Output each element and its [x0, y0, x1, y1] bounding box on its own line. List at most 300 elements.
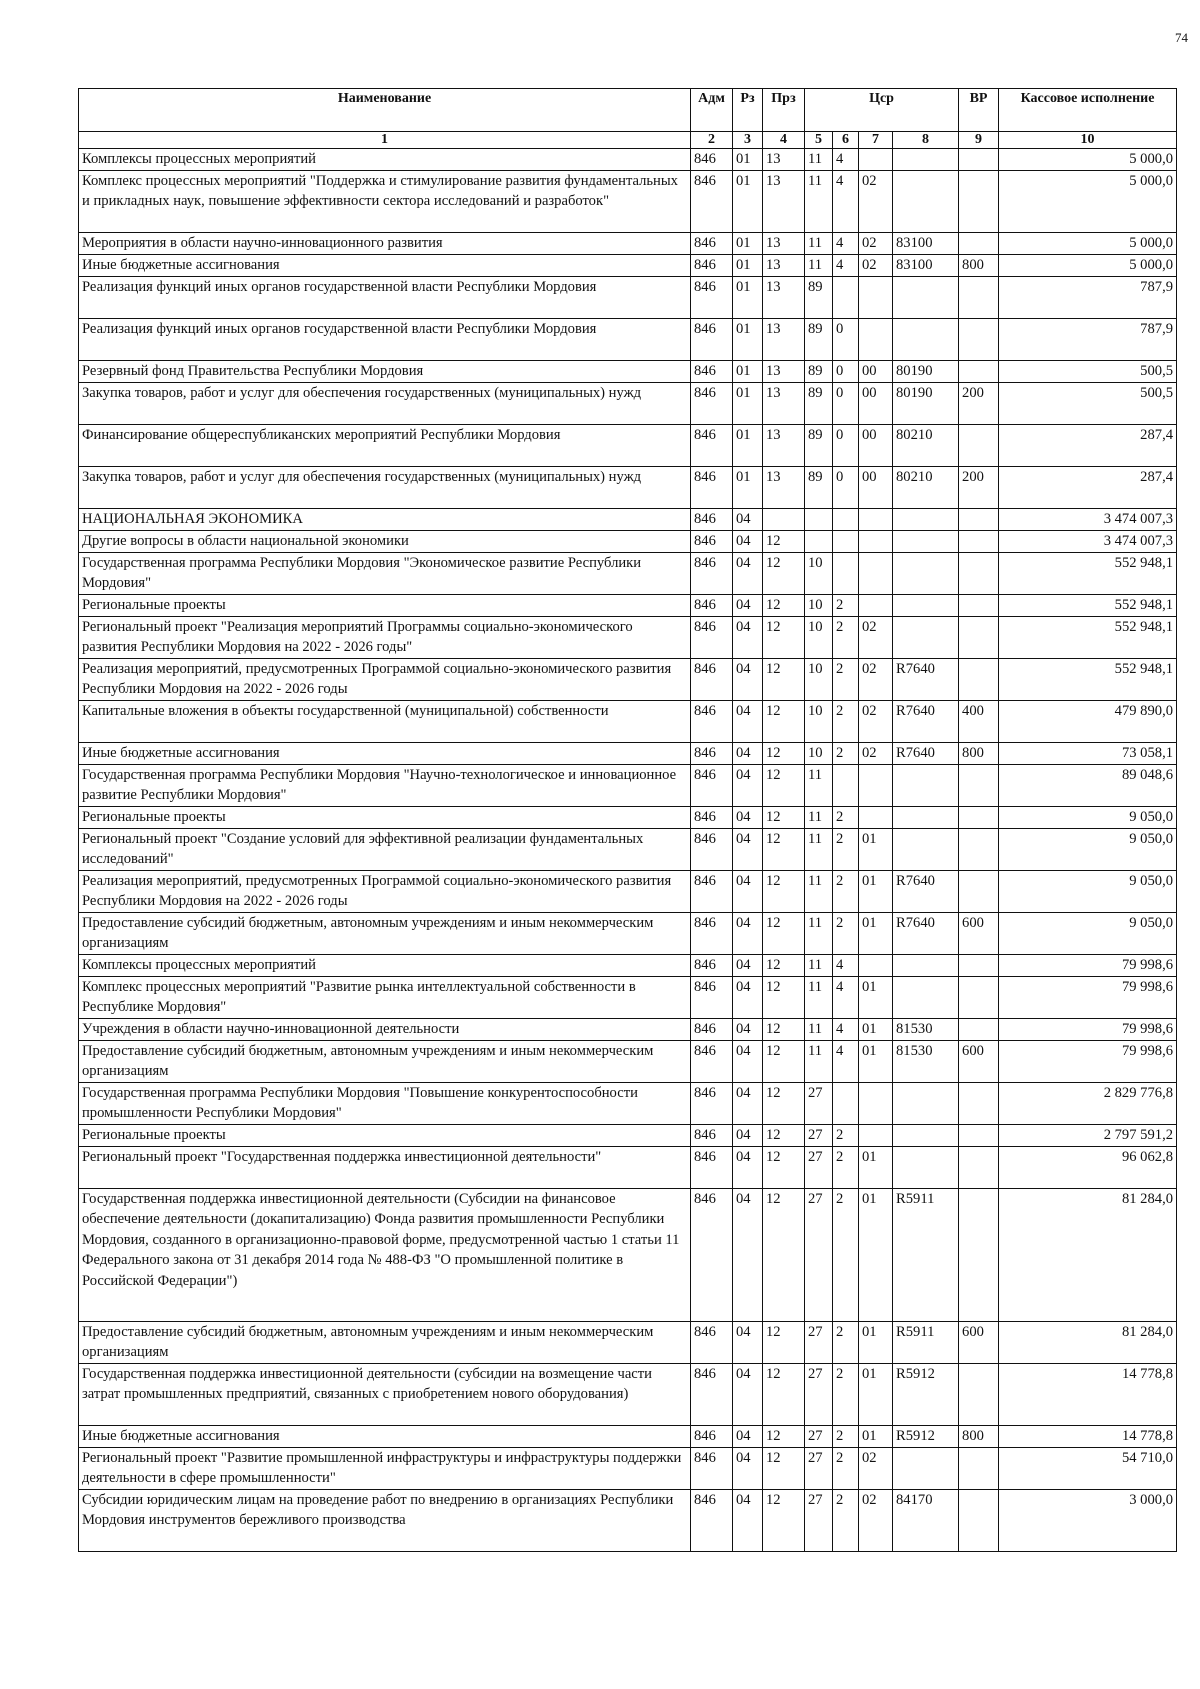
cell-c5: 89: [805, 467, 833, 509]
cell-rz: 04: [733, 1448, 763, 1490]
cell-adm: 846: [691, 1083, 733, 1125]
cell-adm: 846: [691, 617, 733, 659]
cell-rz: 04: [733, 765, 763, 807]
cell-exec: 14 778,8: [999, 1426, 1177, 1448]
cell-adm: 846: [691, 913, 733, 955]
cell-name: Региональный проект "Создание условий для эффективной реализации фундаментальных исследований": [79, 829, 691, 871]
cell-c6: 2: [833, 807, 859, 829]
cell-prz: 13: [763, 171, 805, 233]
cell-c7: 01: [859, 1147, 893, 1189]
cell-name: Комплексы процессных мероприятий: [79, 149, 691, 171]
cell-name: Региональные проекты: [79, 807, 691, 829]
cell-rz: 04: [733, 659, 763, 701]
cell-c8: [893, 1147, 959, 1189]
cell-c7: [859, 531, 893, 553]
cell-vr: [959, 807, 999, 829]
cell-c5: 27: [805, 1448, 833, 1490]
cell-c7: 00: [859, 383, 893, 425]
cell-c8: [893, 617, 959, 659]
cell-name: Закупка товаров, работ и услуг для обеспечения государственных (муниципальных) нужд: [79, 467, 691, 509]
cell-rz: 04: [733, 871, 763, 913]
cell-c8: [893, 553, 959, 595]
cell-c7: 02: [859, 233, 893, 255]
cell-c8: 80190: [893, 383, 959, 425]
cell-c7: 00: [859, 467, 893, 509]
table-row: [79, 509, 1177, 531]
cell-c6: 2: [833, 1426, 859, 1448]
cell-exec: 54 710,0: [999, 1448, 1177, 1490]
cell-rz: 01: [733, 277, 763, 319]
cell-c7: 02: [859, 255, 893, 277]
cell-prz: 12: [763, 1426, 805, 1448]
cell-adm: 846: [691, 1490, 733, 1552]
cell-name: Мероприятия в области научно-инновационного развития: [79, 233, 691, 255]
cell-c6: 4: [833, 149, 859, 171]
cell-exec: 479 890,0: [999, 701, 1177, 743]
cell-adm: 846: [691, 277, 733, 319]
cell-c5: 11: [805, 233, 833, 255]
cell-prz: 12: [763, 1147, 805, 1189]
budget-execution-table: [78, 88, 1177, 1552]
cell-c6: 4: [833, 255, 859, 277]
cell-adm: 846: [691, 233, 733, 255]
cell-c6: 4: [833, 1019, 859, 1041]
cell-c6: 2: [833, 659, 859, 701]
cell-prz: 12: [763, 1448, 805, 1490]
cell-adm: 846: [691, 467, 733, 509]
cell-adm: 846: [691, 255, 733, 277]
cell-c5: 11: [805, 977, 833, 1019]
cell-name: Комплекс процессных мероприятий "Поддержка и стимулирование развития фундаментальных и прикладных наук, повышение эффективности сектора исследований и разработок": [79, 171, 691, 233]
cell-c8: R7640: [893, 871, 959, 913]
cell-c8: [893, 595, 959, 617]
table-row: [79, 233, 1177, 255]
cell-c5: 10: [805, 553, 833, 595]
cell-c7: [859, 553, 893, 595]
cell-vr: [959, 829, 999, 871]
cell-c6: 2: [833, 1448, 859, 1490]
table-row: [79, 1083, 1177, 1125]
cell-c5: 11: [805, 255, 833, 277]
cell-prz: 12: [763, 1189, 805, 1322]
cell-vr: [959, 277, 999, 319]
header-rz: Рз: [733, 89, 763, 132]
cell-c7: 01: [859, 1019, 893, 1041]
cell-vr: 800: [959, 743, 999, 765]
cell-vr: [959, 617, 999, 659]
cell-rz: 04: [733, 617, 763, 659]
cell-rz: 04: [733, 1490, 763, 1552]
cell-c7: 02: [859, 1490, 893, 1552]
cell-c6: 2: [833, 595, 859, 617]
cell-exec: 9 050,0: [999, 807, 1177, 829]
table-row: [79, 1147, 1177, 1189]
cell-c5: 27: [805, 1364, 833, 1426]
table-row: [79, 171, 1177, 233]
table-row: [79, 383, 1177, 425]
cell-c7: 02: [859, 659, 893, 701]
cell-exec: 3 000,0: [999, 1490, 1177, 1552]
cell-prz: 13: [763, 255, 805, 277]
cell-c8: 80190: [893, 361, 959, 383]
cell-adm: 846: [691, 955, 733, 977]
cell-c5: 10: [805, 595, 833, 617]
column-number: 7: [859, 132, 893, 149]
cell-vr: 600: [959, 1041, 999, 1083]
cell-c5: [805, 531, 833, 553]
cell-exec: 552 948,1: [999, 617, 1177, 659]
cell-exec: 2 829 776,8: [999, 1083, 1177, 1125]
column-number: 8: [893, 132, 959, 149]
cell-rz: 04: [733, 1041, 763, 1083]
header-adm: Адм: [691, 89, 733, 132]
column-number: 10: [999, 132, 1177, 149]
cell-name: Государственная поддержка инвестиционной деятельности (субсидии на возмещение части затрат промышленных предприятий, связанных с приобретением нового оборудования): [79, 1364, 691, 1426]
cell-exec: 79 998,6: [999, 977, 1177, 1019]
cell-c8: R5911: [893, 1189, 959, 1322]
cell-name: Государственная программа Республики Мордовия "Экономическое развитие Республики Мордовия": [79, 553, 691, 595]
cell-rz: 04: [733, 1364, 763, 1426]
cell-c8: 83100: [893, 233, 959, 255]
cell-c5: 11: [805, 171, 833, 233]
cell-c7: [859, 319, 893, 361]
column-number: 1: [79, 132, 691, 149]
cell-exec: 5 000,0: [999, 149, 1177, 171]
table-row: [79, 977, 1177, 1019]
cell-exec: 81 284,0: [999, 1189, 1177, 1322]
cell-c7: 02: [859, 1448, 893, 1490]
cell-exec: 9 050,0: [999, 871, 1177, 913]
cell-c6: 2: [833, 1125, 859, 1147]
cell-rz: 04: [733, 955, 763, 977]
header-exec: Кассовое исполнение: [999, 89, 1177, 132]
cell-vr: [959, 871, 999, 913]
cell-c7: 01: [859, 1189, 893, 1322]
cell-exec: 79 998,6: [999, 955, 1177, 977]
cell-rz: 04: [733, 1147, 763, 1189]
cell-c5: 11: [805, 871, 833, 913]
cell-c6: 0: [833, 383, 859, 425]
cell-c8: 80210: [893, 425, 959, 467]
cell-c5: 27: [805, 1322, 833, 1364]
cell-c6: 2: [833, 871, 859, 913]
cell-vr: [959, 531, 999, 553]
cell-prz: [763, 509, 805, 531]
cell-c7: 01: [859, 871, 893, 913]
cell-adm: 846: [691, 743, 733, 765]
cell-c6: 4: [833, 977, 859, 1019]
cell-adm: 846: [691, 553, 733, 595]
cell-c5: 11: [805, 829, 833, 871]
cell-c6: 2: [833, 743, 859, 765]
cell-name: Финансирование общереспубликанских мероприятий Республики Мордовия: [79, 425, 691, 467]
cell-prz: 12: [763, 1019, 805, 1041]
cell-prz: 12: [763, 1490, 805, 1552]
cell-prz: 12: [763, 913, 805, 955]
cell-exec: 5 000,0: [999, 233, 1177, 255]
cell-prz: 12: [763, 531, 805, 553]
table-row: [79, 743, 1177, 765]
table-row: [79, 701, 1177, 743]
cell-vr: 200: [959, 383, 999, 425]
header-csr: Цср: [805, 89, 959, 132]
cell-c7: 01: [859, 1322, 893, 1364]
cell-c6: [833, 509, 859, 531]
cell-c5: 27: [805, 1125, 833, 1147]
cell-prz: 12: [763, 1322, 805, 1364]
cell-c5: 11: [805, 913, 833, 955]
cell-adm: 846: [691, 765, 733, 807]
table-row: [79, 595, 1177, 617]
cell-c6: [833, 531, 859, 553]
cell-rz: 04: [733, 1083, 763, 1125]
cell-name: Иные бюджетные ассигнования: [79, 743, 691, 765]
table-row: [79, 361, 1177, 383]
cell-c7: 02: [859, 617, 893, 659]
cell-vr: 800: [959, 1426, 999, 1448]
cell-c8: 84170: [893, 1490, 959, 1552]
cell-exec: 81 284,0: [999, 1322, 1177, 1364]
cell-c6: 2: [833, 617, 859, 659]
cell-c5: 10: [805, 659, 833, 701]
cell-prz: 12: [763, 977, 805, 1019]
cell-adm: 846: [691, 531, 733, 553]
cell-adm: 846: [691, 149, 733, 171]
cell-c5: 27: [805, 1189, 833, 1322]
cell-c6: 4: [833, 171, 859, 233]
cell-c7: 01: [859, 913, 893, 955]
cell-exec: 287,4: [999, 467, 1177, 509]
cell-c8: R7640: [893, 701, 959, 743]
cell-prz: 12: [763, 1083, 805, 1125]
cell-exec: 787,9: [999, 319, 1177, 361]
cell-vr: 200: [959, 467, 999, 509]
cell-vr: [959, 1019, 999, 1041]
cell-name: Предоставление субсидий бюджетным, автономным учреждениям и иным некоммерческим организациям: [79, 1041, 691, 1083]
cell-c5: 27: [805, 1426, 833, 1448]
cell-c8: [893, 1448, 959, 1490]
column-number: 6: [833, 132, 859, 149]
cell-c8: [893, 509, 959, 531]
cell-c6: 2: [833, 829, 859, 871]
cell-c8: [893, 277, 959, 319]
cell-c8: R5911: [893, 1322, 959, 1364]
cell-c6: [833, 765, 859, 807]
cell-prz: 12: [763, 807, 805, 829]
cell-vr: [959, 149, 999, 171]
cell-vr: [959, 1189, 999, 1322]
cell-rz: 04: [733, 1019, 763, 1041]
cell-c8: 81530: [893, 1019, 959, 1041]
cell-name: НАЦИОНАЛЬНАЯ ЭКОНОМИКА: [79, 509, 691, 531]
cell-c5: 11: [805, 1041, 833, 1083]
cell-exec: 787,9: [999, 277, 1177, 319]
cell-adm: 846: [691, 425, 733, 467]
cell-c8: R5912: [893, 1426, 959, 1448]
cell-c5: [805, 509, 833, 531]
cell-c5: 11: [805, 149, 833, 171]
cell-vr: 600: [959, 1322, 999, 1364]
cell-c8: 81530: [893, 1041, 959, 1083]
cell-vr: [959, 425, 999, 467]
cell-c5: 89: [805, 425, 833, 467]
cell-rz: 04: [733, 1189, 763, 1322]
cell-exec: 500,5: [999, 361, 1177, 383]
cell-c8: R5912: [893, 1364, 959, 1426]
cell-rz: 04: [733, 977, 763, 1019]
cell-name: Комплексы процессных мероприятий: [79, 955, 691, 977]
cell-rz: 04: [733, 1125, 763, 1147]
cell-vr: [959, 659, 999, 701]
column-number: 3: [733, 132, 763, 149]
header-name: Наименование: [79, 89, 691, 132]
cell-c7: 01: [859, 1426, 893, 1448]
table-body: [79, 149, 1177, 1552]
cell-c5: 10: [805, 617, 833, 659]
cell-name: Предоставление субсидий бюджетным, автономным учреждениям и иным некоммерческим организациям: [79, 1322, 691, 1364]
cell-prz: 12: [763, 743, 805, 765]
cell-exec: 96 062,8: [999, 1147, 1177, 1189]
cell-c6: 2: [833, 1364, 859, 1426]
cell-vr: [959, 1147, 999, 1189]
cell-c8: R7640: [893, 913, 959, 955]
cell-adm: 846: [691, 361, 733, 383]
cell-c5: 10: [805, 743, 833, 765]
cell-rz: 04: [733, 509, 763, 531]
cell-c6: [833, 277, 859, 319]
cell-vr: [959, 509, 999, 531]
cell-vr: [959, 1125, 999, 1147]
cell-prz: 12: [763, 1125, 805, 1147]
cell-name: Государственная программа Республики Мордовия "Повышение конкурентоспособности промышленности Республики Мордовия": [79, 1083, 691, 1125]
cell-c6: 2: [833, 1147, 859, 1189]
table-row: [79, 617, 1177, 659]
cell-prz: 13: [763, 277, 805, 319]
cell-vr: [959, 361, 999, 383]
cell-name: Государственная программа Республики Мордовия "Научно-технологическое и инновационное развитие Республики Мордовия": [79, 765, 691, 807]
cell-c5: 11: [805, 1019, 833, 1041]
table-row: [79, 1041, 1177, 1083]
cell-c8: [893, 319, 959, 361]
cell-c8: [893, 955, 959, 977]
table-row: [79, 1448, 1177, 1490]
cell-c6: [833, 1083, 859, 1125]
cell-c5: 89: [805, 383, 833, 425]
cell-c8: [893, 829, 959, 871]
cell-c8: [893, 765, 959, 807]
cell-c6: 0: [833, 467, 859, 509]
cell-adm: 846: [691, 659, 733, 701]
cell-exec: 5 000,0: [999, 171, 1177, 233]
cell-c6: 0: [833, 425, 859, 467]
cell-vr: [959, 1083, 999, 1125]
cell-rz: 04: [733, 553, 763, 595]
cell-rz: 04: [733, 595, 763, 617]
table-row: [79, 1322, 1177, 1364]
cell-name: Региональные проекты: [79, 595, 691, 617]
cell-c7: [859, 807, 893, 829]
cell-adm: 846: [691, 701, 733, 743]
cell-adm: 846: [691, 171, 733, 233]
cell-c6: 2: [833, 1322, 859, 1364]
cell-rz: 04: [733, 1322, 763, 1364]
table-row: [79, 255, 1177, 277]
cell-c8: [893, 149, 959, 171]
cell-c6: 2: [833, 913, 859, 955]
cell-prz: 12: [763, 553, 805, 595]
cell-name: Резервный фонд Правительства Республики Мордовия: [79, 361, 691, 383]
cell-c8: [893, 977, 959, 1019]
table-row: [79, 1019, 1177, 1041]
table-row: [79, 829, 1177, 871]
table-row: [79, 659, 1177, 701]
table-row: [79, 553, 1177, 595]
column-number: 9: [959, 132, 999, 149]
cell-prz: 13: [763, 467, 805, 509]
column-number-row: [79, 132, 1177, 149]
cell-c7: 02: [859, 171, 893, 233]
cell-c7: [859, 509, 893, 531]
header-vr: ВР: [959, 89, 999, 132]
cell-vr: 400: [959, 701, 999, 743]
cell-vr: [959, 319, 999, 361]
cell-name: Реализация мероприятий, предусмотренных Программой социально-экономического развития Республики Мордовия на 2022 - 2026 годы: [79, 659, 691, 701]
table-row: [79, 425, 1177, 467]
cell-exec: 14 778,8: [999, 1364, 1177, 1426]
cell-adm: 846: [691, 383, 733, 425]
cell-name: Региональные проекты: [79, 1125, 691, 1147]
cell-name: Иные бюджетные ассигнования: [79, 1426, 691, 1448]
column-number: 4: [763, 132, 805, 149]
cell-prz: 13: [763, 319, 805, 361]
cell-prz: 13: [763, 425, 805, 467]
cell-c7: [859, 277, 893, 319]
table-row: [79, 871, 1177, 913]
cell-prz: 12: [763, 955, 805, 977]
cell-prz: 12: [763, 1364, 805, 1426]
cell-c6: 2: [833, 1490, 859, 1552]
cell-exec: 9 050,0: [999, 829, 1177, 871]
cell-c8: 83100: [893, 255, 959, 277]
cell-exec: 500,5: [999, 383, 1177, 425]
cell-c8: [893, 171, 959, 233]
cell-prz: 12: [763, 1041, 805, 1083]
cell-rz: 01: [733, 425, 763, 467]
cell-c6: 4: [833, 1041, 859, 1083]
cell-adm: 846: [691, 829, 733, 871]
header-row: [79, 89, 1177, 132]
cell-c5: 27: [805, 1490, 833, 1552]
cell-c7: 01: [859, 829, 893, 871]
cell-name: Реализация функций иных органов государственной власти Республики Мордовия: [79, 319, 691, 361]
cell-c6: 2: [833, 1189, 859, 1322]
cell-rz: 04: [733, 913, 763, 955]
table-row: [79, 319, 1177, 361]
cell-prz: 12: [763, 765, 805, 807]
cell-exec: 79 998,6: [999, 1041, 1177, 1083]
cell-name: Региональный проект "Развитие промышленной инфраструктуры и инфраструктуры поддержки деятельности в сфере промышленности": [79, 1448, 691, 1490]
cell-c5: 27: [805, 1083, 833, 1125]
cell-adm: 846: [691, 1364, 733, 1426]
cell-adm: 846: [691, 509, 733, 531]
cell-rz: 01: [733, 383, 763, 425]
cell-vr: 800: [959, 255, 999, 277]
table-row: [79, 1125, 1177, 1147]
table-row: [79, 1490, 1177, 1552]
table-row: [79, 467, 1177, 509]
cell-name: Государственная поддержка инвестиционной деятельности (Субсидии на финансовое обеспечение деятельности (докапитализацию) Фонда развития промышленности Республики Мордовия, созданного в организационно-правовой форме, предусмотренной частью 1 статьи 11 Федерального закона от 31 декабря 2014 года № 488-ФЗ "О промышленной политике в Российской Федерации"): [79, 1189, 691, 1322]
cell-vr: [959, 1364, 999, 1426]
